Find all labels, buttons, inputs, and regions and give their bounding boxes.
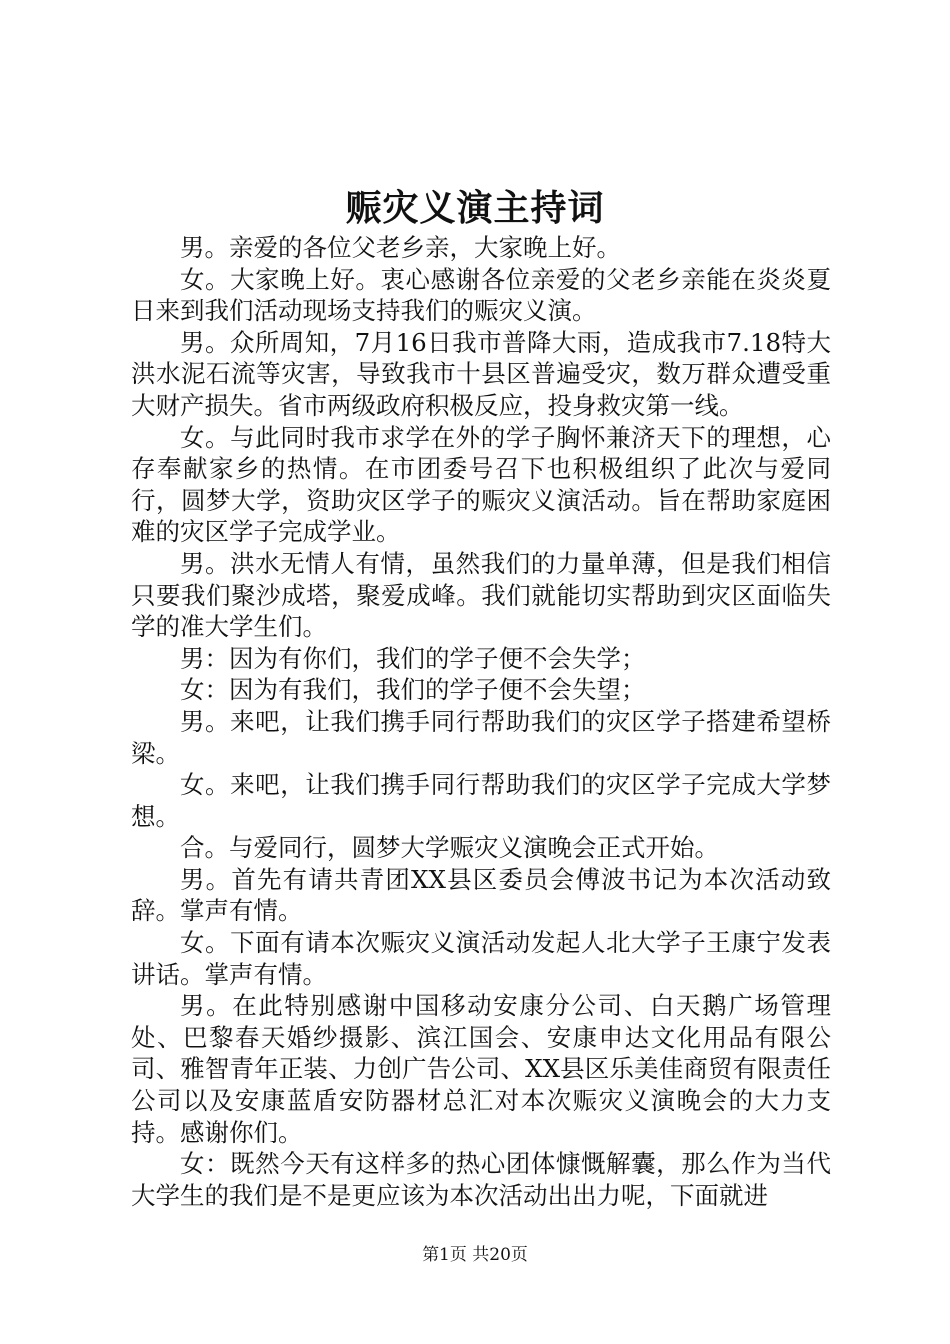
paragraph: 女。大家晚上好。衷心感谢各位亲爱的父老乡亲能在炎炎夏日来到我们活动现场支持我们的赈灾义演。 — [131, 264, 831, 326]
paragraph: 合。与爱同行，圆梦大学赈灾义演晚会正式开始。 — [180, 833, 719, 863]
paragraph: 女。下面有请本次赈灾义演活动发起人北大学子王康宁发表讲话。掌声有情。 — [131, 928, 831, 989]
paragraph: 男。在此特别感谢中国移动安康分公司、白天鹅广场管理处、巴黎春天婚纱摄影、滨江国会、安康申达文化用品有限公司、雅智青年正装、力创广告公司、XX县区乐美佳商贸有限责任公司以及安康蓝盾安防器材总汇对本次赈灾义演晚会的大力支持。感谢你们。 — [131, 991, 831, 1147]
paragraph: 男。洪水无情人有情，虽然我们的力量单薄，但是我们相信只要我们聚沙成塔，聚爱成峰。我们就能切实帮助到灾区面临失学的准大学生们。 — [131, 548, 831, 642]
paragraph: 男。亲爱的各位父老乡亲，大家晚上好。 — [180, 233, 621, 262]
paragraph: 女：因为有我们，我们的学子便不会失望； — [180, 675, 646, 705]
document-body — [131, 232, 831, 1211]
paragraph: 男：因为有你们，我们的学子便不会失学； — [180, 643, 646, 673]
paragraph: 女。来吧，让我们携手同行帮助我们的灾区学子完成大学梦想。 — [131, 770, 831, 831]
page-title: 赈灾义演主持词 — [345, 187, 605, 229]
page-footer: 第1页 共20页 — [422, 1245, 528, 1265]
paragraph: 男。众所周知，7月16日我市普降大雨，造成我市7.18特大洪水泥石流等灾害，导致我市十县区普遍受灾，数万群众遭受重大财产损失。省市两级政府积极反应，投身救灾第一线。 — [131, 327, 831, 420]
paragraph: 女。与此同时我市求学在外的学子胸怀兼济天下的理想，心存奉献家乡的热情。在市团委号召下也积极组织了此次与爱同行，圆梦大学，资助灾区学子的赈灾义演活动。旨在帮助家庭困难的灾区学子完成学业。 — [131, 422, 831, 547]
paragraph: 男。首先有请共青团XX县区委员会傅波书记为本次活动致辞。掌声有情。 — [131, 864, 831, 926]
paragraph: 女：既然今天有这样多的热心团体慷慨解囊，那么作为当代大学生的我们是不是更应该为本次活动出出力呢，下面就进 — [131, 1149, 831, 1210]
paragraph: 男。来吧，让我们携手同行帮助我们的灾区学子搭建希望桥梁。 — [131, 706, 831, 768]
